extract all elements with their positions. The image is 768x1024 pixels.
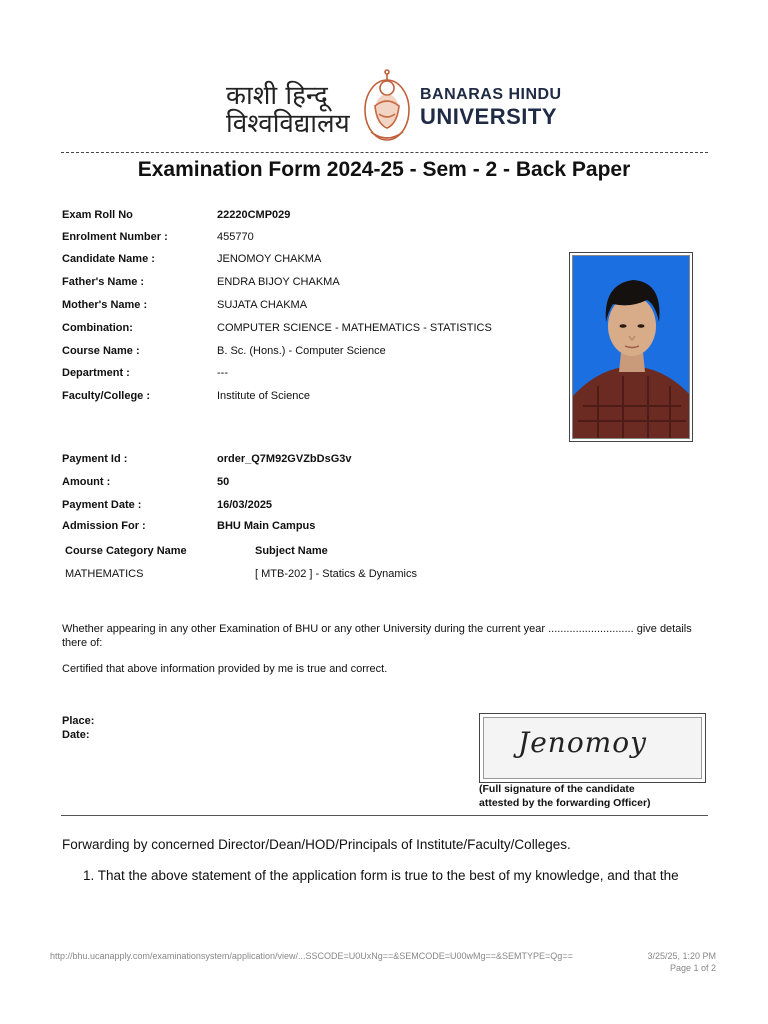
forwarding-heading: Forwarding by concerned Director/Dean/HOD/Principals of Institute/Faculty/Colleges. xyxy=(62,837,571,852)
payment-row-admission xyxy=(62,519,562,533)
logo-english-line2: UNIVERSITY xyxy=(420,104,558,129)
certification-statement: Certified that above information provided by me is true and correct. xyxy=(62,663,388,675)
detail-label: Exam Roll No xyxy=(62,209,133,221)
detail-value: Institute of Science xyxy=(217,390,310,402)
detail-label: Enrolment Number : xyxy=(62,231,168,243)
footer-datetime: 3/25/25, 1:20 PM xyxy=(647,951,716,961)
logo-hindi-line1: काशी हिन्दू xyxy=(226,81,328,111)
payment-row-date xyxy=(62,498,562,512)
detail-value: COMPUTER SCIENCE - MATHEMATICS - STATISTICS xyxy=(217,322,492,334)
detail-value: SUJATA CHAKMA xyxy=(217,299,308,311)
detail-row-roll-no xyxy=(62,208,562,222)
page-title: Examination Form 2024-25 - Sem - 2 - Back Paper xyxy=(137,158,631,181)
payment-row-amount xyxy=(62,475,562,489)
signature-note-line2: attested by the forwarding Officer) xyxy=(479,797,651,809)
signature-box xyxy=(479,713,706,783)
logo-english-text xyxy=(420,86,562,130)
detail-row-mother-name xyxy=(62,298,562,312)
detail-row-candidate-name xyxy=(62,252,562,266)
forwarding-list-item-1: 1. That the above statement of the application form is true to the best of my knowledge, and that the xyxy=(83,868,679,883)
table-cell-category: MATHEMATICS xyxy=(65,568,144,580)
detail-label: Faculty/College : xyxy=(62,390,151,402)
detail-label: Candidate Name : xyxy=(62,253,155,265)
detail-label: Mother's Name : xyxy=(62,299,148,311)
detail-value: 455770 xyxy=(217,231,254,243)
footer-meta xyxy=(647,950,716,974)
university-emblem-icon xyxy=(357,66,417,146)
candidate-photo xyxy=(569,252,693,442)
detail-value: --- xyxy=(217,367,228,379)
payment-label: Payment Date : xyxy=(62,499,142,511)
detail-value: ENDRA BIJOY CHAKMA xyxy=(217,276,340,288)
payment-value: order_Q7M92GVZbDsG3v xyxy=(217,453,352,465)
logo-english-line1: BANARAS HINDU xyxy=(420,86,562,103)
detail-label: Father's Name : xyxy=(62,276,145,288)
logo-hindi-line2: विश्वविद्यालय xyxy=(226,109,350,139)
detail-value: B. Sc. (Hons.) - Computer Science xyxy=(217,345,386,357)
footer-page-number: Page 1 of 2 xyxy=(669,963,716,973)
signature-handwriting: Jenomoy xyxy=(518,726,647,759)
candidate-photo-image xyxy=(573,256,690,439)
table-header-subject: Subject Name xyxy=(255,545,328,557)
detail-row-enrolment xyxy=(62,230,562,244)
detail-value: JENOMOY CHAKMA xyxy=(217,253,322,265)
table-cell-subject: [ MTB-202 ] - Statics & Dynamics xyxy=(255,568,417,580)
section-divider xyxy=(61,815,708,816)
other-exam-statement: Whether appearing in any other Examination of BHU or any other University during the current year ............................ give details there of: xyxy=(62,623,692,649)
logo-hindi-text xyxy=(226,82,356,138)
date-label: Date: xyxy=(62,729,90,741)
payment-value: 16/03/2025 xyxy=(217,499,273,511)
detail-label: Course Name : xyxy=(62,345,140,357)
detail-value: 22220CMP029 xyxy=(217,209,291,221)
payment-value: 50 xyxy=(217,476,230,488)
footer-url: http://bhu.ucanapply.com/examinationsystem/application/view/...SSCODE=U0UxNg==&SEMCODE=U00wMg==&SEMTYPE=Qg== xyxy=(50,951,573,961)
signature-note xyxy=(479,782,709,810)
detail-row-faculty xyxy=(62,389,562,403)
place-label: Place: xyxy=(62,715,95,727)
detail-label: Department : xyxy=(62,367,130,379)
detail-row-combination xyxy=(62,321,562,335)
detail-row-course-name xyxy=(62,344,562,358)
signature-note-line1: (Full signature of the candidate xyxy=(479,783,635,795)
payment-label: Amount : xyxy=(62,476,111,488)
table-header-category: Course Category Name xyxy=(65,545,187,557)
detail-row-father-name xyxy=(62,275,562,289)
header-divider xyxy=(61,152,708,153)
payment-label: Payment Id : xyxy=(62,453,128,465)
payment-row-id xyxy=(62,452,562,466)
payment-value: BHU Main Campus xyxy=(217,520,316,532)
payment-label: Admission For : xyxy=(62,520,146,532)
detail-label: Combination: xyxy=(62,322,133,334)
detail-row-department xyxy=(62,366,562,380)
